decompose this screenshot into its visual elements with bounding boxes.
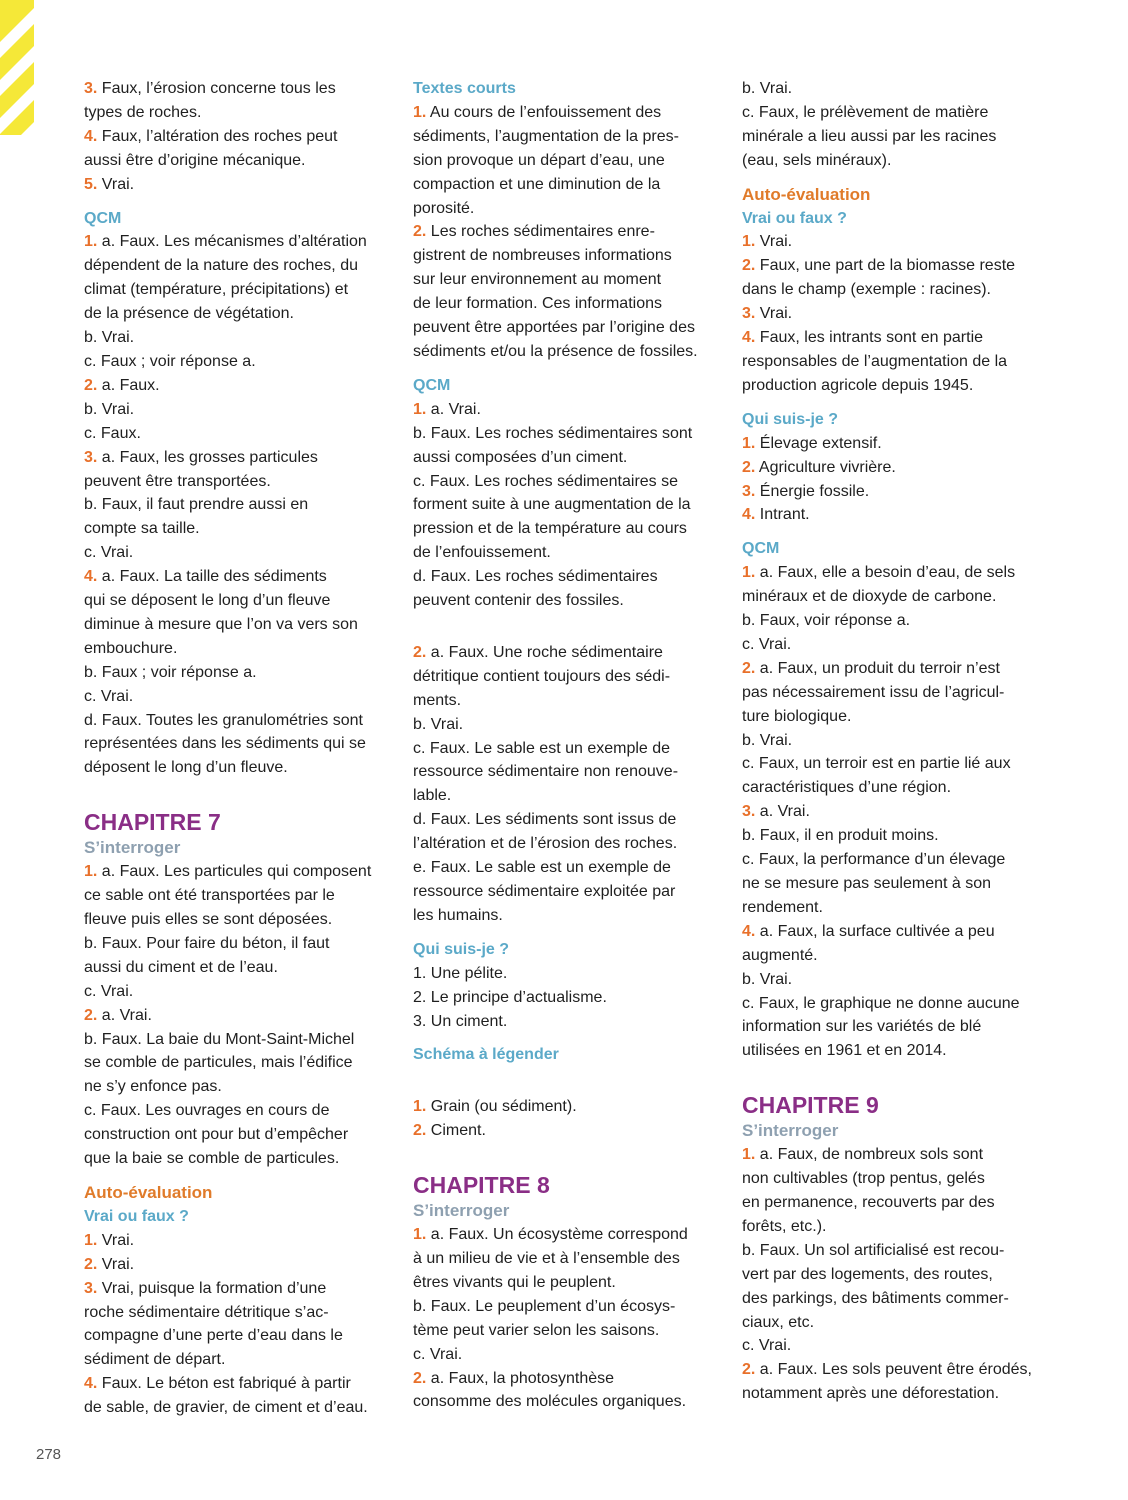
answer-number: 1.	[413, 103, 427, 121]
answer-item	[742, 800, 1054, 824]
answer-line: ressource sédimentaire non renouve-	[413, 763, 679, 781]
answer-line: 1. Une pélite.	[413, 964, 508, 982]
chapter-heading: CHAPITRE 8	[413, 1172, 550, 1199]
answer-text: Vrai.	[101, 175, 135, 193]
answer-line: ne se mesure pas seulement à son	[742, 875, 992, 892]
answer-item	[742, 561, 1054, 585]
answer-number: 3.	[84, 1279, 98, 1297]
answer-number: 1.	[84, 1231, 98, 1249]
answer-item	[413, 1095, 725, 1119]
answer-text: a. Vrai.	[759, 803, 810, 821]
answer-text: Les roches sédimentaires enre-	[430, 223, 655, 241]
answer-line: c. Faux, un terroir est en partie lié aux	[742, 755, 1011, 773]
answer-line: b. Faux, il en produit moins.	[742, 827, 939, 845]
spacer	[84, 780, 394, 808]
spacer	[413, 364, 725, 374]
answer-item	[413, 1119, 725, 1143]
answer-number: 2.	[742, 257, 756, 275]
answer-text: a. Faux.	[101, 376, 160, 394]
answer-item	[84, 446, 394, 470]
answer-text: Agriculture vivrière.	[758, 458, 896, 476]
answer-line: se comble de particules, mais l’édifice	[84, 1054, 353, 1072]
answer-line: peuvent être apportées par l’origine des	[413, 319, 695, 337]
answer-text: Faux, les intrants sont en partie	[759, 329, 984, 347]
answer-text: Élevage extensif.	[759, 434, 882, 452]
spacer	[413, 928, 725, 938]
section-heading: Schéma à légender	[413, 1046, 559, 1064]
answer-line: responsables de l’augmentation de la	[742, 352, 1008, 370]
section-heading: Vrai ou faux ?	[84, 1207, 189, 1225]
section-heading: Textes courts	[413, 80, 516, 97]
answer-line: caractéristiques d’une région.	[742, 779, 952, 797]
answer-number: 2.	[413, 643, 427, 661]
answers-column-right	[742, 77, 1054, 1406]
answer-line: de leur formation. Ces informations	[413, 295, 662, 313]
answer-line: des parkings, des bâtiments commer-	[742, 1289, 1009, 1307]
answer-line: b. Faux. Les roches sédimentaires sont	[413, 424, 693, 442]
answer-text: Énergie fossile.	[759, 482, 870, 500]
answer-number: 4.	[84, 1375, 98, 1393]
answer-text: a. Faux, la surface cultivée a peu	[759, 922, 995, 940]
answer-item	[742, 302, 1054, 326]
answer-number: 1.	[742, 434, 756, 452]
answer-item	[84, 1372, 394, 1396]
answer-line: peuvent contenir des fossiles.	[413, 592, 624, 610]
answer-line: c. Vrai.	[84, 982, 134, 1000]
answer-line: dans le champ (exemple : racines).	[742, 281, 991, 299]
answer-line: tème peut varier selon les saisons.	[413, 1321, 660, 1339]
answer-number: 1.	[84, 233, 98, 251]
answer-line: forment suite à une augmentation de la	[413, 496, 691, 514]
answer-text: a. Faux, un produit du terroir n’est	[759, 659, 1000, 677]
answer-text: Vrai, puisque la formation d’une	[101, 1279, 327, 1297]
answer-line: b. Faux, il faut prendre aussi en	[84, 496, 309, 514]
answer-text: a. Faux. Une roche sédimentaire	[430, 643, 663, 661]
answer-number: 4.	[742, 922, 756, 940]
answer-line: d. Faux. Toutes les granulométries sont	[84, 711, 363, 729]
answer-line: sédiment de départ.	[84, 1351, 226, 1369]
spacer	[413, 1033, 725, 1043]
answer-line: aussi du ciment et de l’eau.	[84, 958, 278, 976]
answer-line: b. Faux. Un sol artificialisé est recou-	[742, 1241, 1005, 1259]
answer-line: sur leur environnement au moment	[413, 271, 662, 289]
section-heading: QCM	[413, 376, 451, 394]
answer-line: qui se déposent le long d’un fleuve	[84, 592, 331, 610]
spacer	[742, 1063, 1054, 1091]
answer-line: minéraux et de dioxyde de carbone.	[742, 588, 997, 606]
answer-line: c. Vrai.	[84, 687, 134, 705]
answer-line: êtres vivants qui le peuplent.	[413, 1273, 616, 1291]
answer-line: climat (température, précipitations) et	[84, 281, 349, 299]
answer-line: diminue à mesure que l’on va vers son	[84, 615, 358, 633]
answer-line: pas nécessairement issu de l’agricul-	[742, 683, 1005, 701]
answer-line: à un milieu de vie et à l’ensemble des	[413, 1249, 680, 1267]
answer-line: b. Vrai.	[742, 970, 793, 988]
answer-line: aussi être d’origine mécanique.	[84, 151, 306, 169]
spacer	[742, 173, 1054, 183]
answer-line: consomme des molécules organiques.	[413, 1393, 687, 1411]
section-heading: Vrai ou faux ?	[742, 209, 847, 227]
answer-number: 2.	[413, 1122, 427, 1140]
answer-line: sédiments et/ou la présence de fossiles.	[413, 342, 698, 360]
answer-item	[84, 1277, 394, 1301]
answer-line: ressource sédimentaire exploitée par	[413, 883, 676, 900]
answer-item	[84, 1004, 394, 1028]
answer-item	[742, 432, 1054, 456]
answer-item	[742, 230, 1054, 254]
answer-line: c. Faux, le prélèvement de matière	[742, 103, 989, 121]
answer-line: notamment après une déforestation.	[742, 1385, 1000, 1403]
answer-item	[413, 101, 725, 125]
answer-line: b. Vrai.	[742, 80, 793, 97]
answer-text: Faux, l’altération des roches peut	[101, 127, 338, 145]
answer-line: c. Faux.	[84, 424, 141, 442]
corner-stripes-decoration	[0, 0, 34, 135]
answer-line: l’altération et de l’érosion des roches.	[413, 835, 678, 853]
answer-line: sédiments, l’augmentation de la pres-	[413, 127, 679, 145]
answer-line: porosité.	[413, 199, 475, 217]
answer-line: aussi composées d’un ciment.	[413, 448, 628, 466]
answer-line: d. Faux. Les sédiments sont issus de	[413, 811, 677, 829]
answer-item	[84, 77, 394, 101]
answer-number: 2.	[742, 659, 756, 677]
section-heading: S’interroger	[413, 1201, 510, 1221]
answer-number: 4.	[84, 568, 98, 586]
answer-text: a. Faux, la photosynthèse	[430, 1369, 615, 1387]
answer-line: peuvent être transportées.	[84, 472, 271, 490]
answer-text: Vrai.	[759, 233, 793, 251]
answer-line: c. Faux. Les roches sédimentaires se	[413, 472, 679, 490]
answer-line: de l’enfouissement.	[413, 544, 551, 562]
spacer	[413, 1143, 725, 1171]
spacer	[413, 1067, 725, 1095]
spacer	[742, 527, 1054, 537]
answer-line: les humains.	[413, 906, 503, 924]
answer-text: a. Faux. Les mécanismes d’altération	[101, 233, 367, 251]
answer-item	[84, 230, 394, 254]
answer-text: Faux, une part de la biomasse reste	[759, 257, 1016, 275]
spacer	[84, 1171, 394, 1181]
answer-line: 3. Un ciment.	[413, 1012, 508, 1030]
answer-line: b. Faux. La baie du Mont-Saint-Michel	[84, 1030, 355, 1048]
answer-number: 2.	[84, 376, 98, 394]
answer-line: que la baie se comble de particules.	[84, 1150, 340, 1168]
answer-line: ture biologique.	[742, 707, 852, 725]
answer-line: gistrent de nombreuses informations	[413, 247, 672, 265]
answer-item	[742, 1358, 1054, 1382]
answer-number: 2.	[84, 1255, 98, 1273]
spacer	[742, 398, 1054, 408]
answer-text: Intrant.	[759, 506, 810, 524]
answer-line: b. Vrai.	[413, 715, 464, 733]
section-heading: QCM	[84, 209, 122, 227]
answer-item	[84, 1253, 394, 1277]
answer-item	[413, 1367, 725, 1391]
answer-line: de la présence de végétation.	[84, 305, 294, 323]
answer-line: c. Faux, la performance d’un élevage	[742, 851, 1006, 869]
answer-item	[413, 641, 725, 665]
answer-item	[84, 125, 394, 149]
section-heading: Qui suis-je ?	[742, 410, 839, 428]
answer-item	[742, 456, 1054, 480]
answer-line: c. Vrai.	[742, 635, 792, 653]
answer-number: 3.	[742, 305, 756, 323]
answer-text: Ciment.	[430, 1122, 486, 1140]
answer-text: Au cours de l’enfouissement des	[429, 103, 662, 121]
answer-line: augmenté.	[742, 946, 818, 964]
answer-line: information sur les variétés de blé	[742, 1018, 982, 1036]
answer-line: roche sédimentaire détritique s’ac-	[84, 1303, 329, 1321]
spacer	[413, 613, 725, 641]
section-heading: S’interroger	[742, 1121, 839, 1141]
answer-line: pression et de la température au cours	[413, 520, 687, 538]
answer-item	[742, 480, 1054, 504]
answer-number: 2.	[742, 458, 756, 476]
section-heading: Qui suis-je ?	[413, 940, 510, 958]
answer-number: 3.	[84, 448, 98, 466]
answer-text: a. Faux, de nombreux sols sont	[759, 1146, 984, 1164]
answer-number: 3.	[84, 80, 98, 97]
auto-evaluation-heading: Auto-évaluation	[742, 184, 871, 204]
answer-item	[742, 657, 1054, 681]
answer-number: 3.	[742, 803, 756, 821]
chapter-heading: CHAPITRE 7	[84, 809, 221, 836]
answer-line: ments.	[413, 691, 462, 709]
answer-text: a. Vrai.	[430, 400, 481, 418]
answer-line: vert par des logements, des routes,	[742, 1265, 993, 1283]
answer-line: construction ont pour but d’empêcher	[84, 1126, 349, 1144]
answer-text: Faux. Le béton est fabriqué à partir	[101, 1375, 351, 1393]
answer-line: c. Faux ; voir réponse a.	[84, 352, 256, 370]
answer-number: 2.	[413, 1369, 427, 1387]
answer-item	[84, 374, 394, 398]
answer-line: sion provoque un départ d’eau, une	[413, 151, 665, 169]
section-heading: QCM	[742, 540, 780, 558]
answer-number: 1.	[413, 1226, 427, 1244]
answer-item	[413, 220, 725, 244]
answer-number: 4.	[742, 506, 756, 524]
answer-line: compte sa taille.	[84, 520, 200, 538]
spacer	[84, 197, 394, 207]
answer-text: a. Faux. Les sols peuvent être érodés,	[759, 1361, 1032, 1379]
answer-line: b. Vrai.	[84, 400, 135, 418]
answer-line: minérale a lieu aussi par les racines	[742, 127, 997, 145]
answer-number: 2.	[742, 1361, 756, 1379]
answer-item	[84, 173, 394, 197]
answer-line: c. Faux, le graphique ne donne aucune	[742, 994, 1020, 1012]
answer-number: 2.	[413, 223, 427, 241]
answer-text: Vrai.	[101, 1255, 135, 1273]
answer-text: a. Faux, les grosses particules	[101, 448, 318, 466]
answer-line: compaction et une diminution de la	[413, 175, 661, 193]
answer-line: utilisées en 1961 et en 2014.	[742, 1042, 947, 1060]
answer-number: 1.	[84, 863, 98, 881]
answer-line: (eau, sels minéraux).	[742, 151, 892, 169]
answer-text: a. Faux. Un écosystème correspond	[430, 1226, 688, 1244]
answer-item	[413, 398, 725, 422]
answer-number: 1.	[413, 1098, 427, 1116]
answer-line: compagne d’une perte d’eau dans le	[84, 1327, 343, 1345]
answer-line: b. Vrai.	[742, 731, 793, 749]
answer-line: de sable, de gravier, de ciment et d’eau.	[84, 1399, 368, 1417]
page-number: 278	[36, 1446, 62, 1463]
answer-number: 3.	[742, 482, 756, 500]
answer-line: d. Faux. Les roches sédimentaires	[413, 568, 658, 586]
answer-line: e. Faux. Le sable est un exemple de	[413, 859, 671, 877]
answer-number: 1.	[413, 400, 427, 418]
answer-line: embouchure.	[84, 639, 178, 657]
answer-text: a. Faux. La taille des sédiments	[101, 568, 327, 586]
answer-text: a. Vrai.	[101, 1006, 152, 1024]
answer-line: ciaux, etc.	[742, 1313, 815, 1331]
answer-number: 5.	[84, 175, 98, 193]
answer-line: b. Faux. Pour faire du béton, il faut	[84, 934, 330, 952]
answer-item	[742, 326, 1054, 350]
answer-line: c. Vrai.	[413, 1345, 463, 1363]
auto-evaluation-heading: Auto-évaluation	[84, 1182, 213, 1202]
answer-text: Vrai.	[101, 1231, 135, 1249]
answer-line: production agricole depuis 1945.	[742, 376, 974, 394]
answer-line: types de roches.	[84, 103, 202, 121]
answer-line: forêts, etc.).	[742, 1217, 827, 1235]
answer-line: c. Vrai.	[742, 1337, 792, 1355]
answers-column-left	[84, 77, 394, 1420]
answer-line: rendement.	[742, 898, 823, 916]
answer-text: Grain (ou sédiment).	[430, 1098, 577, 1116]
answer-number: 1.	[742, 564, 756, 582]
answer-text: a. Faux. Les particules qui composent	[101, 863, 372, 881]
answer-line: ce sable ont été transportées par le	[84, 887, 335, 905]
answer-line: b. Faux, voir réponse a.	[742, 612, 911, 630]
answer-text: a. Faux, elle a besoin d’eau, de sels	[759, 564, 1016, 582]
answer-line: b. Faux. Le peuplement d’un écosys-	[413, 1297, 676, 1315]
answer-text: Faux, l’érosion concerne tous les	[101, 80, 336, 97]
answer-item	[742, 1143, 1054, 1167]
answer-number: 4.	[84, 127, 98, 145]
answer-line: b. Vrai.	[84, 329, 135, 347]
answer-text: Vrai.	[759, 305, 793, 323]
answer-number: 1.	[742, 1146, 756, 1164]
answer-item	[742, 920, 1054, 944]
answer-item	[413, 1223, 725, 1247]
answer-item	[84, 565, 394, 589]
answer-line: 2. Le principe d’actualisme.	[413, 988, 607, 1006]
answer-item	[742, 503, 1054, 527]
answer-line: c. Faux. Les ouvrages en cours de	[84, 1102, 330, 1120]
answer-line: lable.	[413, 787, 452, 805]
answer-item	[84, 860, 394, 884]
answer-line: déposent le long d’un fleuve.	[84, 759, 288, 777]
answer-number: 4.	[742, 329, 756, 347]
section-heading: S’interroger	[84, 838, 181, 858]
answer-line: détritique contient toujours des sédi-	[413, 667, 671, 685]
answer-line: représentées dans les sédiments qui se	[84, 735, 366, 753]
answers-column-middle	[413, 77, 725, 1414]
answer-line: fleuve puis elles se sont déposées.	[84, 911, 333, 928]
answer-number: 1.	[742, 233, 756, 251]
answer-number: 2.	[84, 1006, 98, 1024]
answer-line: dépendent de la nature des roches, du	[84, 257, 358, 275]
answer-line: non cultivables (trop pentus, gelés	[742, 1170, 985, 1188]
answer-line: c. Vrai.	[84, 544, 134, 562]
chapter-heading: CHAPITRE 9	[742, 1092, 879, 1119]
answer-line: en permanence, recouverts par des	[742, 1193, 995, 1211]
answer-line: c. Faux. Le sable est un exemple de	[413, 739, 671, 757]
answer-line: ne s’y enfonce pas.	[84, 1078, 222, 1096]
answer-item	[742, 254, 1054, 278]
answer-line: b. Faux ; voir réponse a.	[84, 663, 257, 681]
answer-item	[84, 1229, 394, 1253]
